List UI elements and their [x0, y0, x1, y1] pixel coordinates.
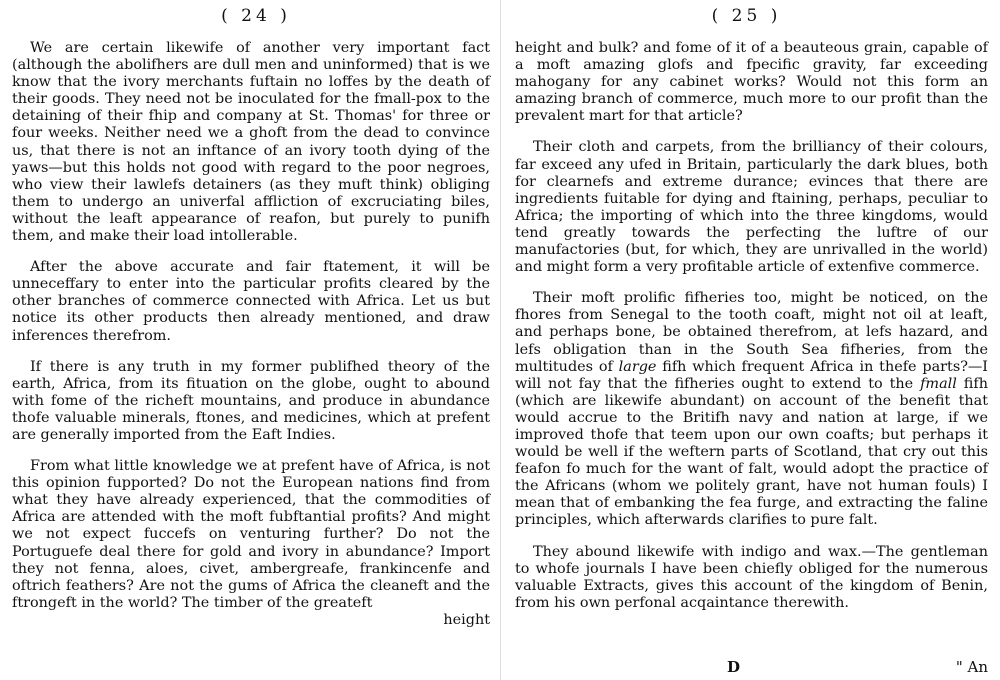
- right-page: [500, 0, 1000, 680]
- paragraph-fisheries: [515, 290, 988, 529]
- catchword: " An: [955, 658, 988, 676]
- paragraph-statement: After the above accurate and fair ftatement, it will be unneceffary to enter into the particular profits cleared by the other branches of commerce connected with Africa. Let us but notice its other products then already mentioned, and draw inferences therefrom.: [12, 259, 490, 344]
- left-page-number: ( 24 ): [221, 6, 291, 26]
- signature-mark: D: [727, 658, 741, 676]
- paragraph-continued: height and bulk? and fome of it of a beauteous grain, capable of a moft amazing glofs and fpecific gravity, far exceeding mahogany for any cabinet works? Would not this form an amazing branch of commerce, much more to our profit than the prevalent mart for that article?: [515, 40, 988, 125]
- fisheries-text-c: fifh (which are likewife abundant) on account of the benefit that would accrue to the Britifh navy and nation at large, if we improved thofe that teem upon our own coafts; but perhaps it would be well if the weftern parts of Scotland, that cry out this feafon fo much for the want of falt, would adopt the practice of the Africans (whom we politely grant, have not human fouls) I mean that of embanking the fea furge, and extracting the faline principles, which afterwards clarifies to pure falt.: [515, 375, 988, 529]
- paragraph-knowledge: From what little knowledge we at prefent have of Africa, is not this opinion fupported? Do not the European nations find from what they have already experienced, that the commodities of Africa are attended with the moft fubftantial profits? And might we not expect fuccefs on venturing further? Do not the Portuguefe deal there for gold and ivory in abundance? Import they not fenna, aloes, civet, ambergreafe, frankincenfe and oftrich feathers? Are not the gums of Africa the cleaneft and the ftrongeft in the world? The timber of the greateft: [12, 458, 490, 611]
- paragraph-theory: If there is any truth in my former publifhed theory of the earth, Africa, from its fituation on the globe, ought to abound with fome of the richeft mountains, and produce in abundance thofe valuable minerals, ftones, and medicines, which at prefent are generally imported from the Eaft Indies.: [12, 358, 490, 443]
- paragraph-cloth: Their cloth and carpets, from the brilliancy of their colours, far exceed any ufed in Britain, particularly the dark blues, both for clearnefs and extreme durance; evinces that there are ingredients fuitable for dying and ftaining, perhaps, peculiar to Africa; the importing of which into the three kingdoms, would tend greatly towards the perfecting the luftre of our manufactories (but, for which, they are unrivalled in the world) and might form a very profitable article of extenfive commerce.: [515, 139, 988, 276]
- paragraph-ivory: We are certain likewife of another very important fact (although the abolifhers are dull men and uninformed) that is we know that the ivory merchants fuftain no loffes by the death of their goods. They need not be inoculated for the fmall-pox to the detaining of their fhip and company at St. Thomas' for three or four weeks. Neither need we a ghoft from the dead to convince us, that there is not an inftance of an ivory tooth dying of the yaws—but this holds not good with regard to the poor negroes, who view their lawlefs detainers (as they muft think) obliging them to undergo an univerfal affliction of excruciating biles, without the leaft appearance of reafon, but purely to punifh them, and make their load intollerable.: [12, 40, 490, 245]
- italic-large: large: [618, 358, 657, 375]
- fisheries-text-b: fifh which frequent Africa in thefe parts?—I will not fay that the fifheries ought to extend to the: [515, 358, 988, 392]
- fisheries-text-a: Their moft prolific fifheries too, might be noticed, on the fhores from Senegal to the tooth coaft, might not oil at leaft, and perhaps bone, be obtained therefrom, at lefs hazard, and lefs obligation than in the South Sea fifheries, from the multitudes of: [515, 290, 988, 375]
- final-word: height: [443, 611, 490, 628]
- page-footer: [515, 656, 988, 678]
- italic-small: fmall: [920, 375, 957, 392]
- right-page-number: ( 25 ): [711, 6, 782, 26]
- paragraph-indigo: They abound likewife with indigo and wax.—The gentleman to whofe journals I have been chiefly obliged for the numerous valuable Extracts, gives this account of the kingdom of Benin, from his own perfonal acqaintance therewith.: [515, 543, 988, 611]
